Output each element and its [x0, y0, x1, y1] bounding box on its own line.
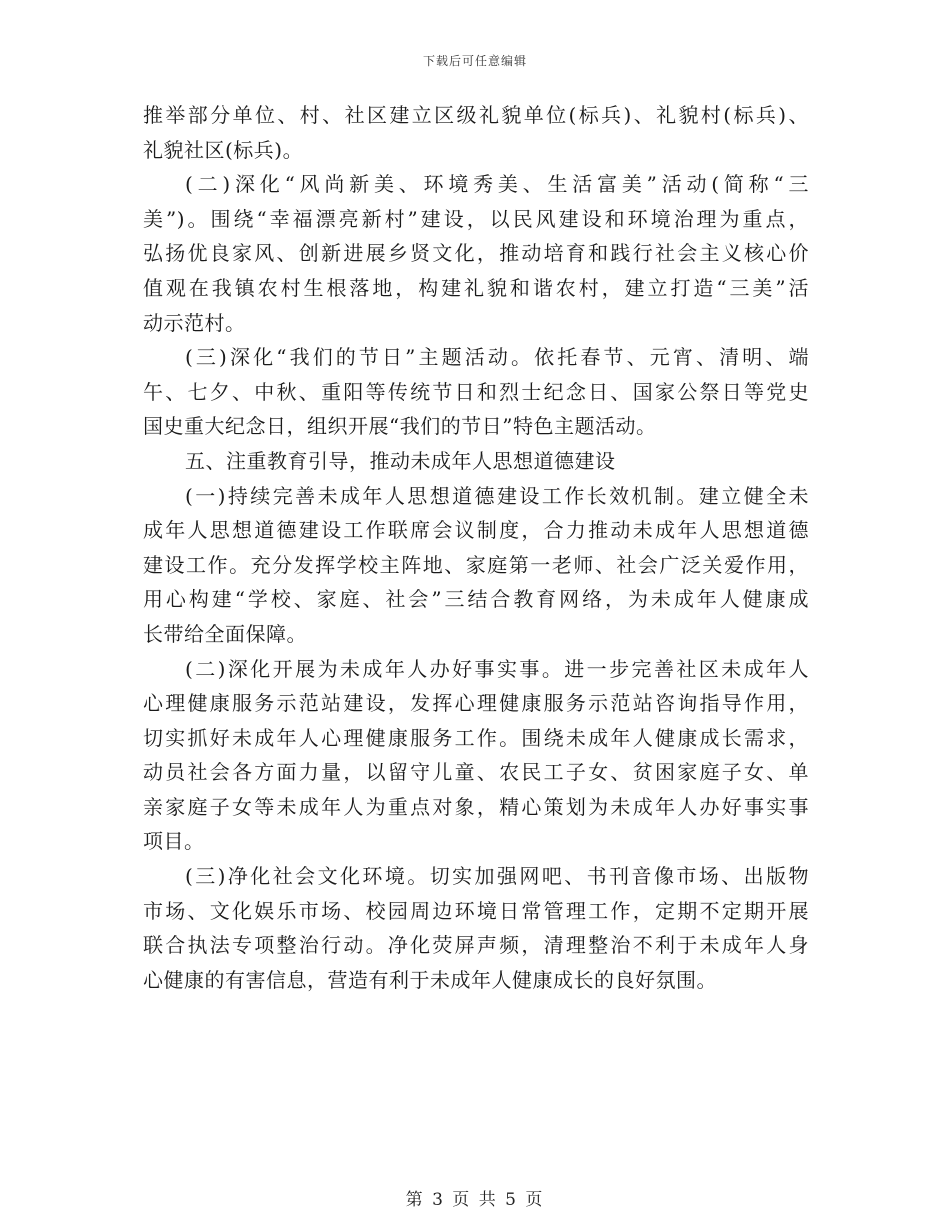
- text-line: 心健康的有害信息，营造有利于未成年人健康成长的良好氛围。: [143, 967, 717, 992]
- text-line: (二)深化“风尚新美、环境秀美、生活富美”活动(简称“三: [185, 172, 809, 197]
- text-line: 推举部分单位、村、社区建立区级礼貌单位(标兵)、礼貌村(标兵)、: [143, 103, 809, 127]
- text-line: (一)持续完善未成年人思想道德建设工作长效机制。建立健全未: [185, 483, 809, 508]
- text-line: 联合执法专项整治行动。净化荧屏声频，清理整治不利于未成年人身: [143, 933, 809, 958]
- text-line: 礼貌社区(标兵)。: [143, 137, 304, 162]
- text-line: 成年人思想道德建设工作联席会议制度，合力推动未成年人思想道德: [143, 518, 809, 543]
- text-line: 亲家庭子女等未成年人为重点对象，精心策划为未成年人办好事实事: [143, 794, 809, 819]
- text-line: 午、七夕、中秋、重阳等传统节日和烈士纪念日、国家公祭日等党史: [143, 379, 809, 404]
- text-line: (三)净化社会文化环境。切实加强网吧、书刊音像市场、出版物: [185, 864, 809, 889]
- text-line: 切实抓好未成年人心理健康服务工作。围绕未成年人健康成长需求，: [143, 725, 809, 750]
- document-body: [143, 98, 809, 997]
- text-line: 五、注重教育引导，推动未成年人思想道德建设: [185, 448, 616, 473]
- text-line: 动示范村。: [143, 310, 246, 335]
- text-line: (三)深化“我们的节日”主题活动。依托春节、元宵、清明、端: [185, 345, 809, 370]
- text-line: 用心构建“学校、家庭、社会”三结合教育网络，为未成年人健康成: [143, 587, 809, 612]
- text-line: 项目。: [143, 829, 205, 854]
- text-line: 市场、文化娱乐市场、校园周边环境日常管理工作，定期不定期开展: [143, 898, 809, 923]
- text-line: 动员社会各方面力量，以留守儿童、农民工子女、贫困家庭子女、单: [143, 760, 809, 785]
- text-line: 长带给全面保障。: [143, 621, 307, 646]
- text-line: 弘扬优良家风、创新进展乡贤文化，推动培育和践行社会主义核心价: [143, 241, 809, 266]
- text-line: (二)深化开展为未成年人办好事实事。进一步完善社区未成年人: [185, 656, 809, 681]
- text-line: 值观在我镇农村生根落地，构建礼貌和谐农村，建立打造“三美”活: [143, 275, 809, 300]
- text-line: 心理健康服务示范站建设，发挥心理健康服务示范站咨询指导作用，: [143, 691, 809, 716]
- text-line: 美”)。围绕“幸福漂亮新村”建设，以民风建设和环境治理为重点，: [143, 206, 809, 231]
- text-line: 建设工作。充分发挥学校主阵地、家庭第一老师、社会广泛关爱作用，: [143, 552, 809, 577]
- page-footer: 第 3 页 共 5 页: [405, 1190, 545, 1210]
- text-line: 国史重大纪念日，组织开展“我们的节日”特色主题活动。: [143, 414, 657, 439]
- page-header: 下载后可任意编辑: [422, 54, 527, 68]
